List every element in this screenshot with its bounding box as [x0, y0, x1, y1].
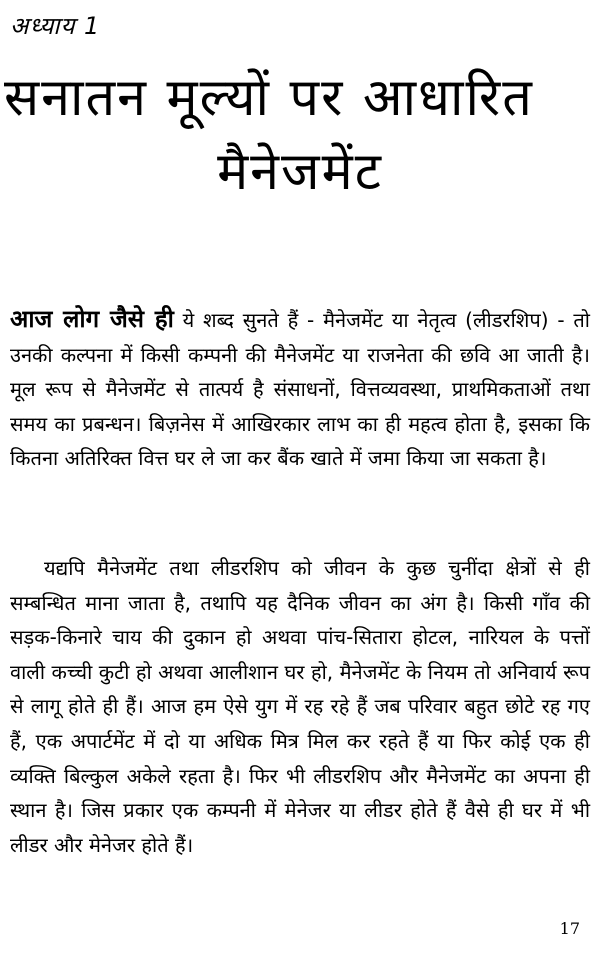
chapter-label: अध्याय 1 [10, 12, 101, 40]
paragraph-2: यद्यपि मैनेजमेंट तथा लीडरशिप को जीवन के कुछ चुनींदा क्षेत्रों से ही सम्बन्धित माना जाता है, तथापि यह दैनिक जीवन का अंग है। किसी गाँव की सड़क-किनारे चाय की दुकान हो अथवा पांच-सितारा होटल, नारियल के पत्तों वाली कच्ची कुटी हो अथवा आलीशान घर हो, मैनेजमेंट के नियम तो अनिवार्य रूप से लागू होते ही हैं। आज हम ऐसे युग में रह रहे हैं जब परिवार बहुत छोटे रह गए हैं, एक अपार्टमेंट में दो या अधिक मित्र मिल कर रहते हैं या फिर कोई एक ही व्यक्ति बिल्कुल अकेले रहता है। फिर भी लीडरशिप और मैनेजमेंट का अपना ही स्थान है। जिस प्रकार एक कम्पनी में मेनेजर या लीडर होते हैं वैसे ही घर में भी लीडर और मेनेजर होते हैं। [10, 556, 590, 857]
paragraph-1-text: ये शब्द सुनते हैं - मैनेजमेंट या नेतृत्व (लीडरशिप) - तो उनकी कल्पना में किसी कम्पनी की मैनेजमेंट या राजनेता की छवि आ जाती है। मूल रूप से मैनेजमेंट से तात्पर्य है संसाधनों, वित्तव्यवस्था, प्राथमिकताओं तथा समय का प्रबन्धन। बिज़नेस में आखिरकार लाभ का ही महत्व होता है, इसका कि कितना अतिरिक्त वित्त घर ले जा कर बैंक खाते में जमा किया जा सकता है। [10, 308, 590, 471]
chapter-title-line-2: मैनेजमेंट [217, 142, 383, 202]
chapter-title-line-1: सनातन मूल्यों पर आधारित [4, 68, 534, 128]
page-number: 17 [559, 919, 580, 938]
paragraph-lead-in: आज लोग जैसे ही [10, 305, 174, 333]
paragraph-1 [10, 302, 590, 476]
